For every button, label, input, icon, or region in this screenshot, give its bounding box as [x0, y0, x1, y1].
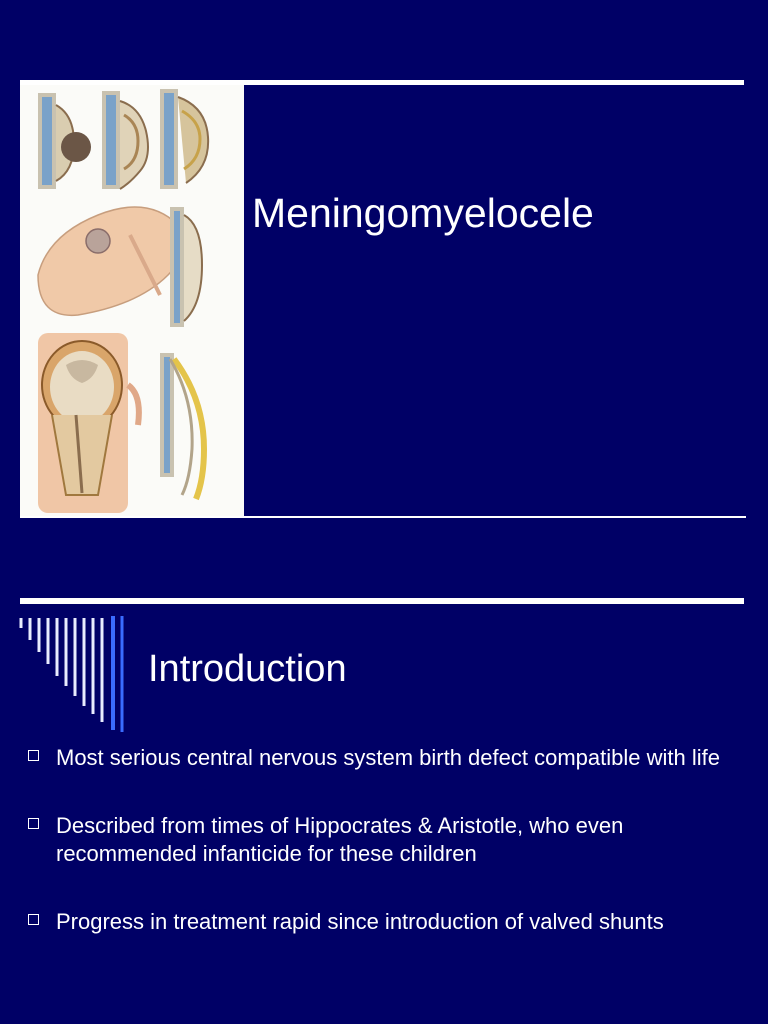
bullet-list	[28, 744, 748, 976]
bullet-text: Described from times of Hippocrates & Aristotle, who even recommended infanticide for these children	[56, 813, 624, 866]
slide-title: Meningomyelocele	[252, 190, 594, 236]
list-item	[28, 812, 748, 868]
top-divider	[20, 598, 744, 604]
spine-lower-section	[160, 353, 204, 499]
square-bullet-icon	[28, 914, 39, 925]
list-item	[28, 744, 748, 772]
spine-section-3	[160, 89, 208, 189]
bottom-divider	[20, 516, 746, 518]
brain-section-illustration	[38, 333, 139, 513]
decorative-stripes-icon	[18, 614, 128, 734]
spine-section-1	[38, 93, 91, 189]
spine-anatomy-illustration	[20, 85, 244, 517]
bullet-text: Progress in treatment rapid since introduction of valved shunts	[56, 909, 664, 934]
infant-back-illustration	[38, 207, 186, 315]
square-bullet-icon	[28, 750, 39, 761]
slide-title: Introduction	[148, 648, 347, 690]
spine-section-2	[102, 91, 148, 189]
bullet-text: Most serious central nervous system birth defect compatible with life	[56, 745, 720, 770]
slide-introduction	[0, 560, 768, 1024]
square-bullet-icon	[28, 818, 39, 829]
list-item	[28, 908, 748, 936]
spine-lateral-section	[170, 207, 202, 327]
